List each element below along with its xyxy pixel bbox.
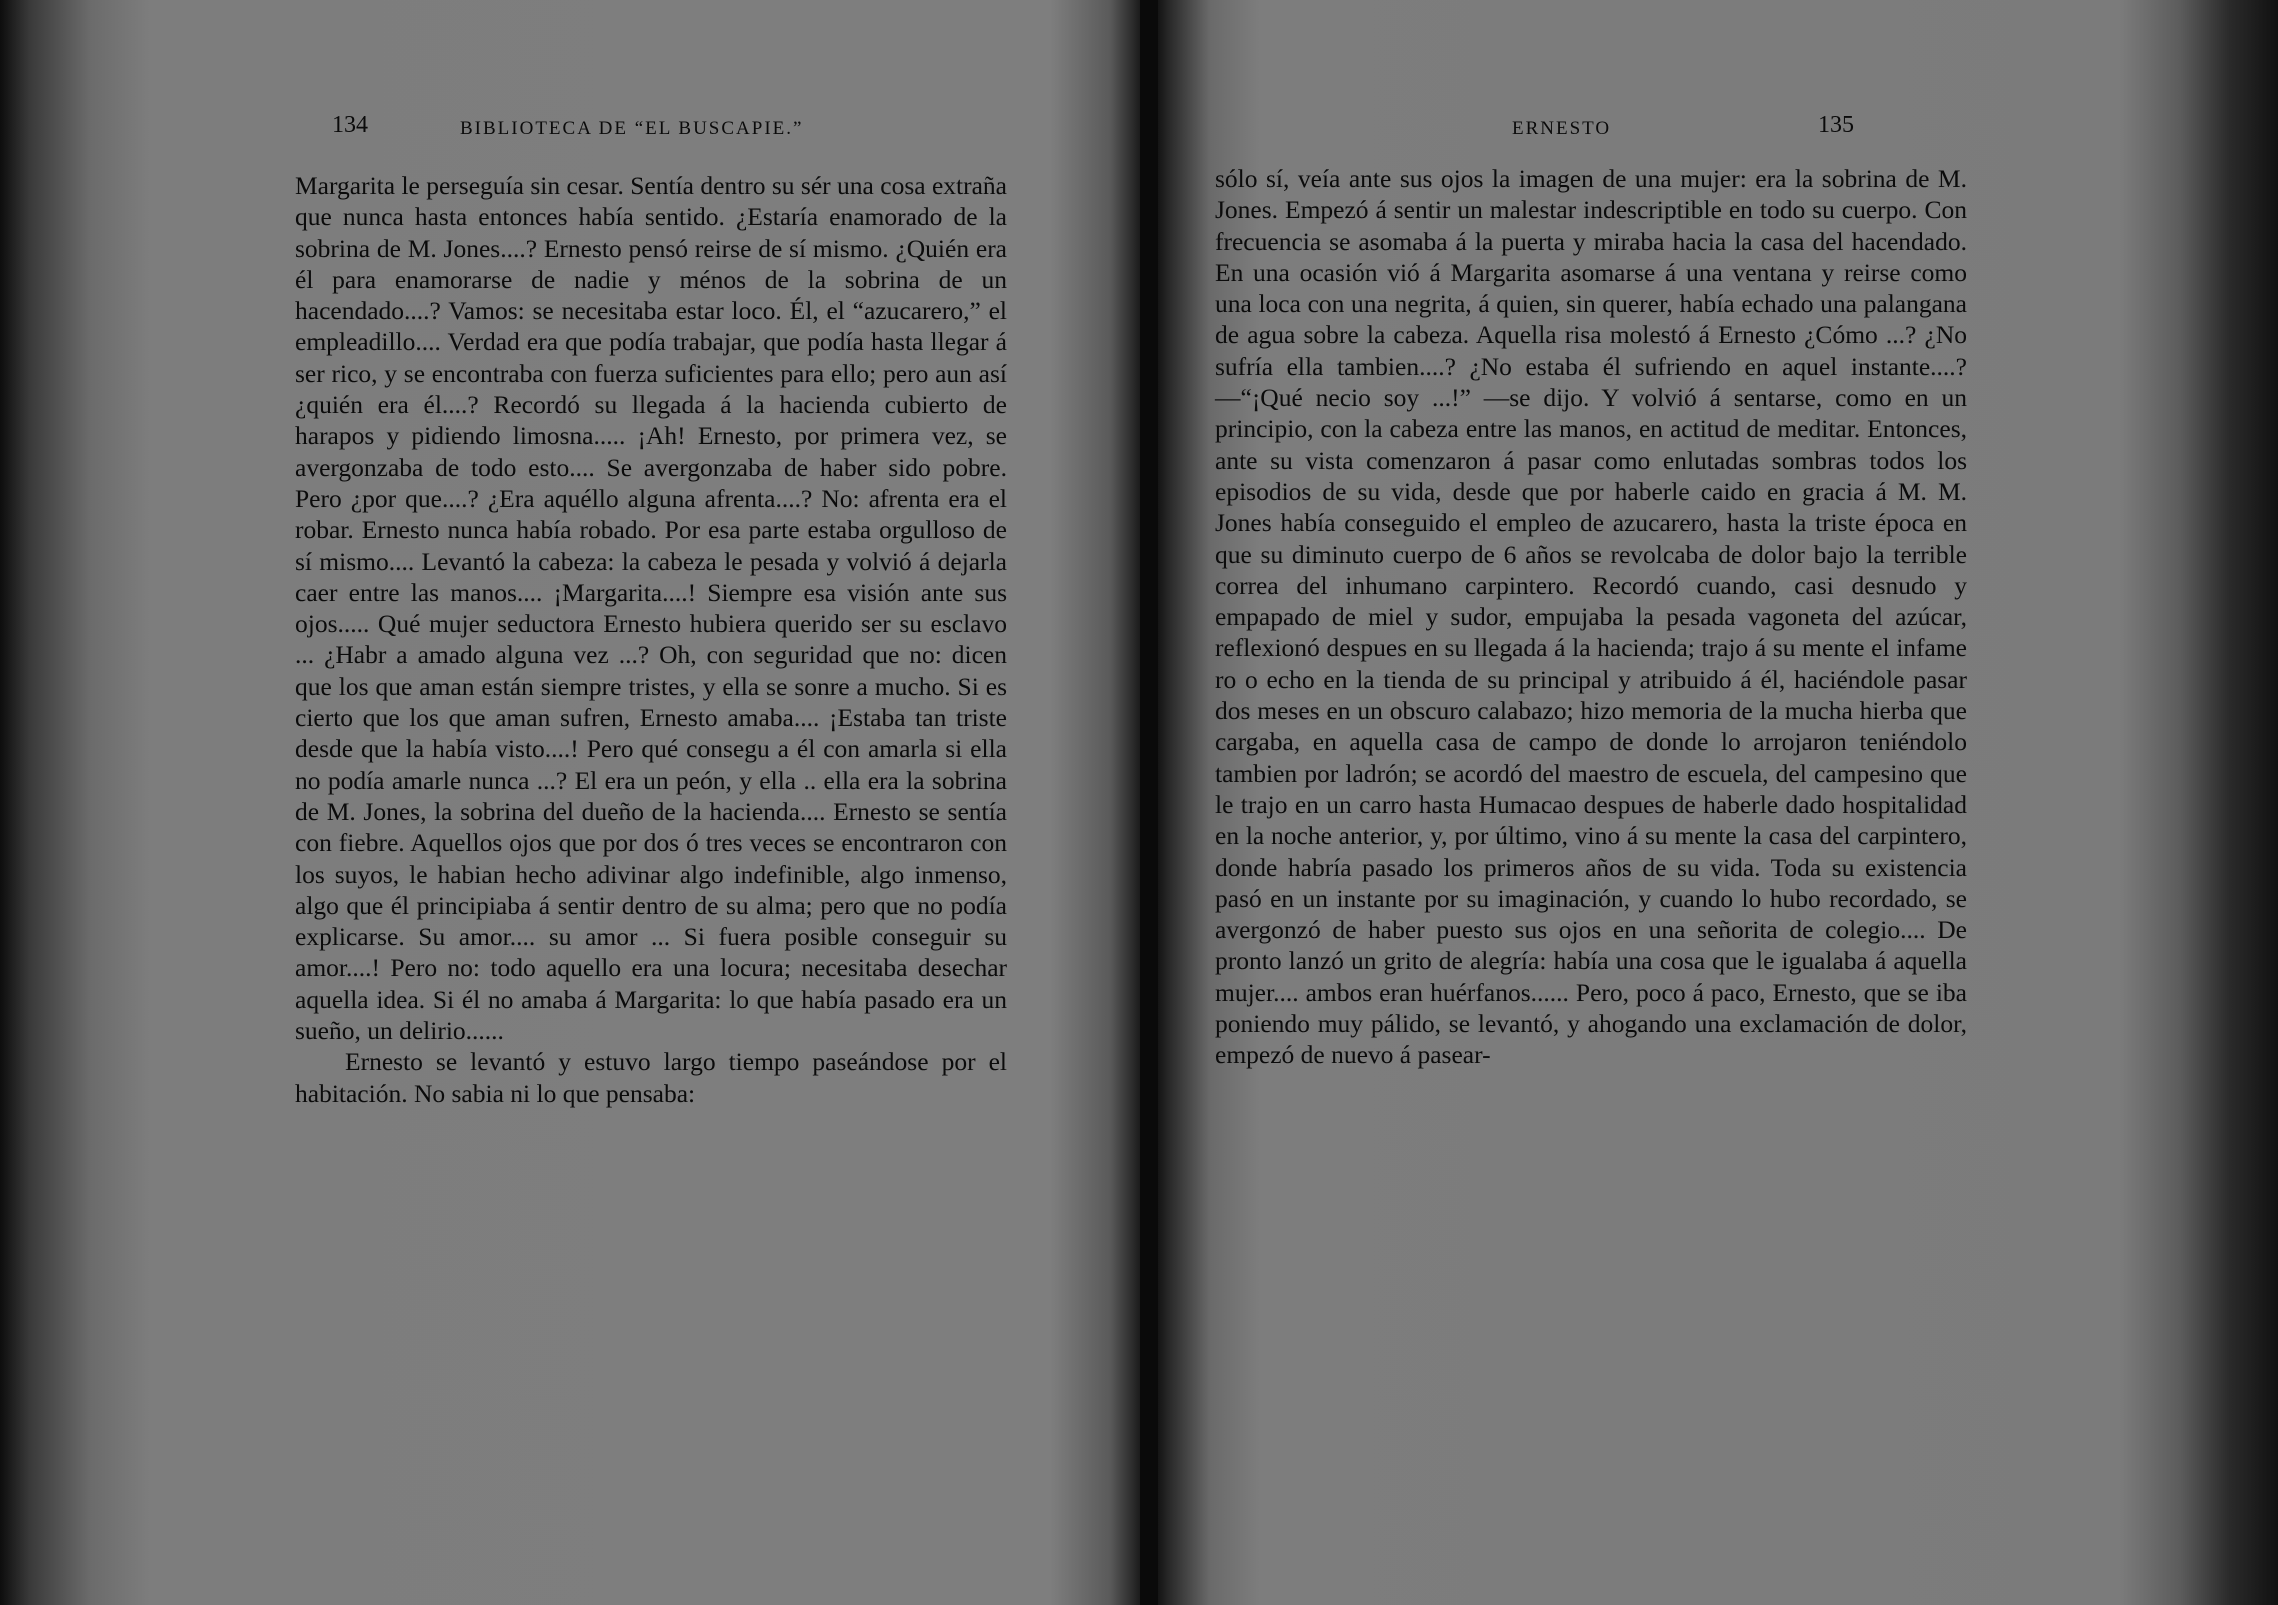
page-number: 135 xyxy=(1818,112,1854,138)
right-page xyxy=(1200,0,2180,1605)
running-title: BIBLIOTECA DE “EL BUSCAPIE.” xyxy=(460,118,804,139)
left-page xyxy=(150,0,1140,1605)
page-number: 134 xyxy=(332,112,368,138)
paragraph: Margarita le perseguía sin cesar. Sentía dentro su sér una cosa extraña que nunca hasta entonces había sentido. ¿Estaría enamorado de la sobrina de M. Jones....? Ernesto pensó reirse de sí mismo. ¿Quién era él para enamorarse de nadie y ménos de la sobrina de un hacendado....? Vamos: se necesitaba estar loco. Él, el “azucarero,” el empleadillo.... Verdad era que podía trabajar, que podía hasta llegar á ser rico, y se encontraba con fuerza suficientes para ello; pero aun así ¿quién era él....? Recordó su llegada á la hacienda cubierto de harapos y pidiendo limosna..... ¡Ah! Ernesto, por primera vez, se avergonzaba de todo esto.... Se avergonzaba de haber sido pobre. Pero ¿por que....? ¿Era aquéllo alguna afrenta....? No: afrenta era el robar. Ernesto nunca había robado. Por esa parte estaba orgulloso de sí mismo.... Levantó la cabeza: la cabeza le pesada y volvió á dejarla caer entre las manos.... ¡Margarita....! Siempre esa visión ante sus ojos..... Qué mujer seductora Ernesto hubiera querido ser su esclavo ... ¿Habr a amado alguna vez ...? Oh, con seguridad que no: dicen que los que aman están siempre tristes, y ella se sonre a mucho. Si es cierto que los que aman sufren, Ernesto amaba.... ¡Estaba tan triste desde que la había visto....! Pero qué consegu a él con amarla si ella no podía amarle nunca ...? El era un peón, y ella .. ella era la sobrina de M. Jones, la sobrina del dueño de la hacienda.... Ernesto se sentía con fiebre. Aquellos ojos que por dos ó tres veces se encontraron con los suyos, le habian hecho adivinar algo indefinible, algo inmenso, algo que él principiaba á sentir dentro de su alma; pero que no podía explicarse. Su amor.... su amor ... Si fuera posible conseguir su amor....! Pero no: todo aquello era una locura; necesitaba desechar aquella idea. Si él no amaba á Margarita: lo que había pasado era un sueño, un delirio...... xyxy=(295,171,1007,1046)
paragraph: sólo sí, veía ante sus ojos la imagen de una mujer: era la sobrina de M. Jones. Empezó á sentir un malestar indescriptible en todo su cuerpo. Con frecuencia se asomaba á la puerta y miraba hacia la casa del hacendado. En una ocasión vió á Margarita asomarse á una ventana y reirse como una loca con una negrita, á quien, sin querer, había echado una palangana de agua sobre la cabeza. Aquella risa molestó á Ernesto ¿Cómo ...? ¿No sufría ella tambien....? ¿No estaba él sufriendo en aquel instante....?—“¡Qué necio soy ...!” —se dijo. Y volvió á sentarse, como en un principio, con la cabeza entre las manos, en actitud de meditar. Entonces, ante su vista comenzaron á pasar como enlutadas sombras todos los episodios de su vida, desde que por haberle caido en gracia á M. M. Jones había conseguido el empleo de azucarero, hasta la triste época en que su diminuto cuerpo de 6 años se revolcaba de dolor bajo la terrible correa del inhumano carpintero. Recordó cuando, casi desnudo y empapado de miel y sudor, empujaba la pesada vagoneta del azúcar, reflexionó despues en su llegada á la hacienda; trajo á su mente el infame ro o echo en la tienda de su principal y atribuido á él, haciéndole pasar dos meses en un obscuro calabazo; hizo memoria de la mucha hierba que cargaba, en aquella casa de campo de donde lo arrojaron teniéndolo tambien por ladrón; se acordó del maestro de escuela, del campesino que le trajo en un carro hasta Humacao despues de haberle dado hospitalidad en la noche anterior, y, por último, vino á su mente la casa del carpintero, donde habría pasado los primeros años de su vida. Toda su existencia pasó en un instante por su imaginación, y cuando lo hubo recordado, se avergonzó de haber puesto sus ojos en una señorita de colegio.... De pronto lanzó un grito de alegría: había una cosa que le igualaba á aquella mujer.... ambos eran huérfanos...... Pero, poco á paco, Ernesto, que se iba poniendo muy pálido, se levantó, y ahogando una exclamación de dolor, empezó de nuevo á pasear- xyxy=(1215,164,1967,1070)
book-gutter xyxy=(1140,0,1158,1605)
page-body xyxy=(1215,163,1967,1071)
page-body xyxy=(295,170,1007,1109)
paragraph: Ernesto se levantó y estuvo largo tiempo paseándose por el habitación. No sabia ni lo que pensaba: xyxy=(295,1047,1007,1108)
running-title: ERNESTO xyxy=(1512,118,1612,139)
